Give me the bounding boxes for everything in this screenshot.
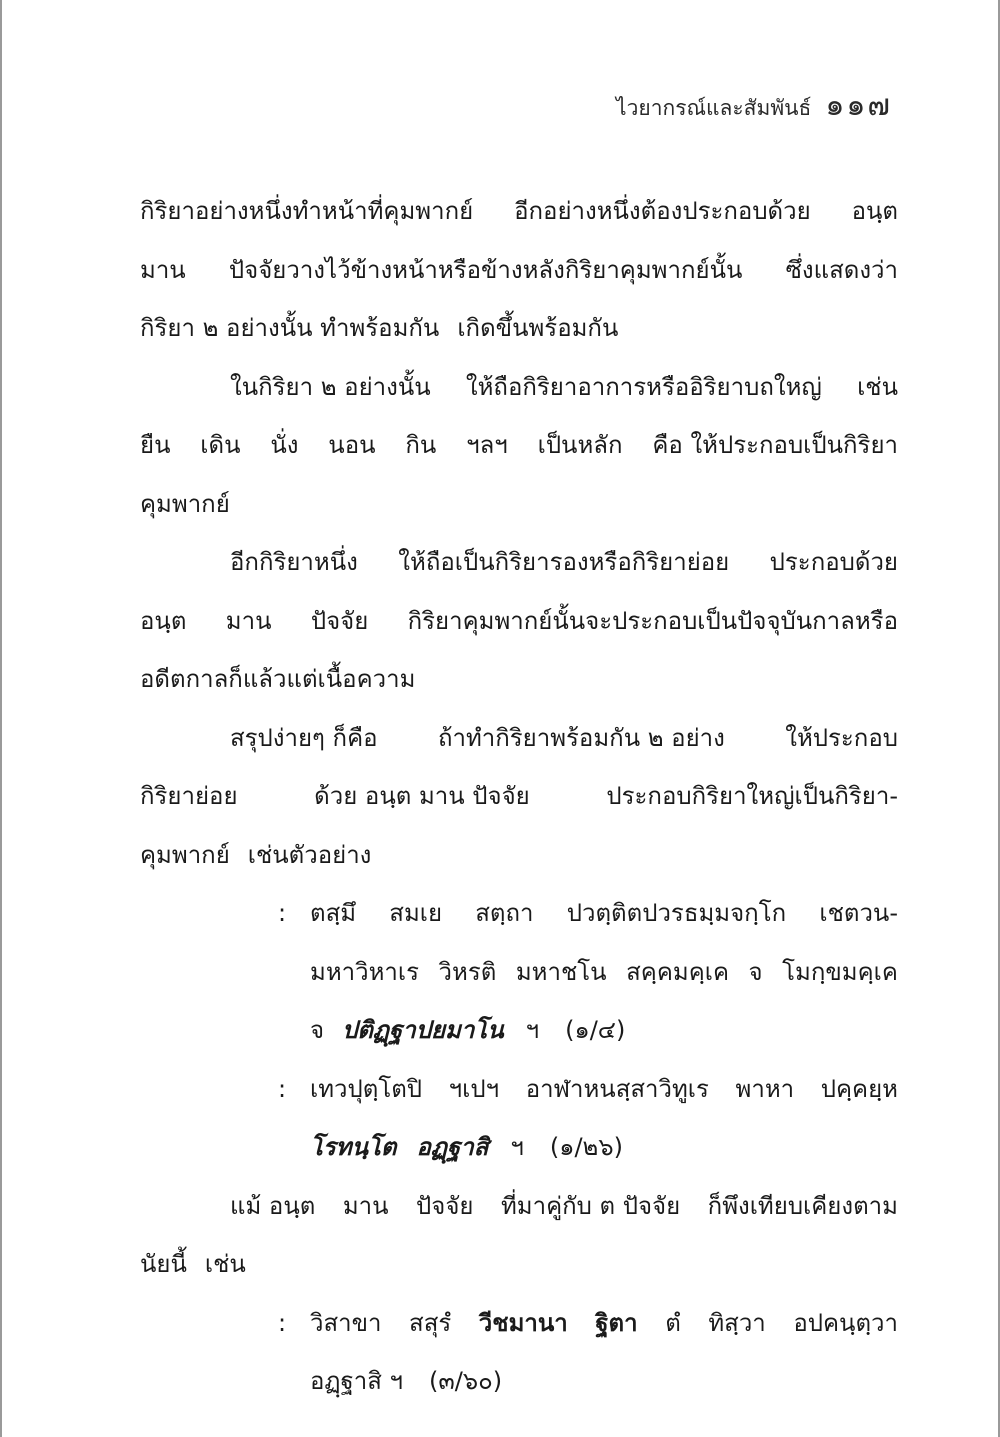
text-line <box>140 241 898 300</box>
text-word: กิริยาอย่างหนึ่งทำหน้าที่คุมพากย์ <box>140 197 474 225</box>
pali-word: ตํ <box>665 1308 681 1337</box>
emphasized-verb: วีชมานา <box>478 1308 568 1337</box>
text-word: กิริยา ๒ อย่างนั้น ทำพร้อมกัน <box>140 314 440 342</box>
text-line <box>140 709 898 768</box>
example-colon: : <box>278 899 287 927</box>
example-colon: : <box>278 1308 287 1337</box>
text-word: ที่มาคู่กับ ต ปัจจัย <box>500 1191 681 1220</box>
text-word: กิริยาคุมพากย์นั้นจะประกอบเป็นปัจจุบันกาลหรือ <box>407 606 898 635</box>
text-word: อนฺต <box>140 606 187 635</box>
example-line <box>140 1001 898 1060</box>
example-line <box>140 1352 898 1411</box>
text-line <box>140 299 898 358</box>
example-line <box>140 1118 898 1177</box>
text-word: อดีตกาลก็แล้วแต่เนื้อความ <box>140 665 416 693</box>
text-word: ให้ประกอบ <box>785 723 898 752</box>
citation-ref: (๑/๒๖) <box>549 1133 623 1161</box>
text-line <box>140 358 898 417</box>
pali-word: จ <box>310 1016 325 1044</box>
text-word: ปัจจัย <box>310 606 369 635</box>
pali-word: อาฬาหนสฺสาวิทูเร <box>525 1074 709 1103</box>
pali-word: จ <box>748 957 763 986</box>
example-line <box>140 1060 898 1119</box>
text-word: อนฺต <box>851 197 898 225</box>
text-word: นั่ง <box>270 431 299 459</box>
text-word: ซึ่งแสดงว่า <box>785 255 898 284</box>
text-line <box>140 826 898 885</box>
text-word: อีกกิริยาหนึ่ง <box>230 548 358 576</box>
page-number: ๑๑๗ <box>825 88 892 123</box>
text-word: เช่นตัวอย่าง <box>247 840 372 869</box>
text-word: ประกอบกิริยาใหญ่เป็นกิริยา- <box>606 782 898 810</box>
pali-word: สสุรํ <box>409 1308 452 1337</box>
pali-word: เชตวน- <box>819 899 898 927</box>
pali-word: ปคฺคยฺห <box>820 1074 898 1103</box>
pali-word: เทวปุตฺโตปิ <box>310 1074 423 1103</box>
pali-word: วิสาขา <box>310 1308 382 1337</box>
pali-word: ฯ <box>525 1016 540 1044</box>
text-word: ให้ถือกิริยาอาการหรืออิริยาบถใหญ่ <box>465 372 822 401</box>
pali-word: สมเย <box>389 899 443 927</box>
page-body <box>140 182 898 1411</box>
pali-word: สคฺคมคฺเค <box>626 957 729 986</box>
pali-word: มหาวิหาเร <box>310 957 419 986</box>
example-line <box>140 943 898 1002</box>
pali-word: อปคนฺตฺวา <box>793 1308 898 1337</box>
example-line <box>140 884 898 943</box>
text-word: เช่น <box>857 372 898 401</box>
text-line <box>140 592 898 651</box>
text-word: ในกิริยา ๒ อย่างนั้น <box>230 372 431 401</box>
page-header <box>616 82 892 129</box>
pali-word: อฏฺฐาสิ ฯ <box>310 1367 403 1395</box>
pali-word: วิหรติ <box>438 957 497 986</box>
text-line <box>140 767 898 826</box>
text-word: ปัจจัย <box>416 1191 474 1220</box>
text-word: ยืน <box>140 431 171 459</box>
citation-ref: (๓/๖๐) <box>429 1367 503 1395</box>
text-word: ก็พึงเทียบเคียงตาม <box>707 1191 898 1220</box>
pali-word: มหาชโน <box>515 957 607 986</box>
text-word: มาน <box>342 1191 389 1220</box>
text-word: อีกอย่างหนึ่งต้องประกอบด้วย <box>514 197 811 225</box>
citation-ref: (๑/๔) <box>565 1016 626 1044</box>
pali-word: ตสฺมึ <box>310 899 357 927</box>
text-word: ประกอบด้วย <box>769 548 898 576</box>
text-word: คือ ให้ประกอบเป็นกิริยา <box>652 431 898 459</box>
text-line <box>140 182 898 241</box>
text-word: เกิดขึ้นพร้อมกัน <box>457 314 619 342</box>
text-word: ถ้าทำกิริยาพร้อมกัน ๒ อย่าง <box>437 723 725 752</box>
text-word: สรุปง่ายๆ ก็คือ <box>230 723 378 752</box>
text-word: เดิน <box>200 431 241 459</box>
pali-word: ปวตฺติตปวรธมฺมจกฺโก <box>566 899 787 927</box>
text-line <box>140 416 898 475</box>
text-word: คุมพากย์ <box>140 489 230 518</box>
text-word: เช่น <box>204 1250 246 1278</box>
text-word: กิน <box>405 431 437 459</box>
text-line <box>140 533 898 592</box>
pali-word: พาหา <box>735 1074 795 1103</box>
running-title: ไวยากรณ์และสัมพันธ์ <box>616 96 812 120</box>
pali-word: ฯเปฯ <box>448 1074 500 1103</box>
emphasized-verb: ปติฏฺฐาปยมาโน <box>342 1016 504 1044</box>
pali-word: ฯ <box>510 1133 524 1161</box>
text-word: มาน <box>140 255 186 284</box>
text-word: ให้ถือเป็นกิริยารองหรือกิริยาย่อย <box>398 548 730 576</box>
example-line <box>140 1294 898 1353</box>
emphasized-verb: อฏฺฐาสิ <box>416 1133 489 1161</box>
text-word: กิริยาย่อย <box>140 782 238 810</box>
text-word: นอน <box>328 431 376 459</box>
text-word: ปัจจัยวางไว้ข้างหน้าหรือข้างหลังกิริยาคุมพากย์นั้น <box>228 255 743 284</box>
text-word: เป็นหลัก <box>537 431 623 459</box>
text-word: นัยนี้ <box>140 1250 187 1278</box>
example-colon: : <box>278 1074 287 1103</box>
text-line <box>140 1235 898 1294</box>
text-line <box>140 1177 898 1236</box>
text-line <box>140 650 898 709</box>
text-word: คุมพากย์ <box>140 840 230 869</box>
text-word: ฯลฯ <box>466 431 508 459</box>
emphasized-verb: โรทนฺโต <box>310 1133 397 1161</box>
pali-word: ทิสฺวา <box>708 1308 766 1337</box>
text-line <box>140 475 898 534</box>
pali-word: โมกฺขมคฺเค <box>782 957 898 986</box>
pali-word: สตฺถา <box>475 899 534 927</box>
text-word: ด้วย อนฺต มาน ปัจจัย <box>314 782 530 810</box>
text-word: แม้ อนฺต <box>230 1191 316 1220</box>
text-word: มาน <box>225 606 272 635</box>
emphasized-verb: ฐิตา <box>595 1308 638 1337</box>
